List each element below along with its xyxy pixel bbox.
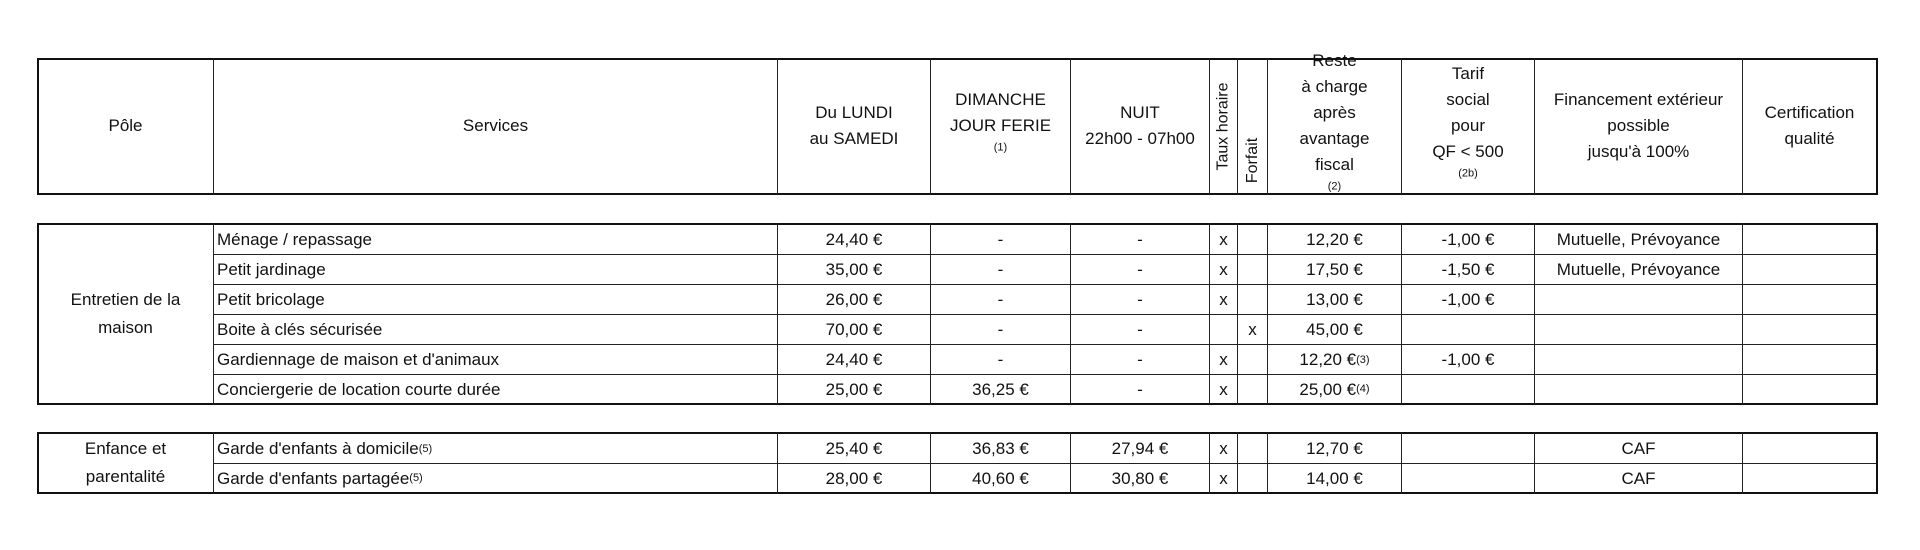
forfait-cell: [1238, 255, 1267, 284]
price-dimanche-cell: 36,83 €: [972, 439, 1029, 458]
footnote-marker: (2): [1327, 180, 1342, 193]
reste-cell: [1268, 434, 1401, 463]
group-bottom-border: [37, 492, 1878, 494]
taux-horaire-cell: x: [1219, 439, 1228, 458]
header-dimanche: [931, 59, 1070, 193]
taux-horaire-cell: x: [1219, 379, 1228, 399]
reste-cell: [1268, 225, 1401, 254]
price-dimanche-cell: 40,60 €: [972, 468, 1029, 488]
financement-cell: Mutuelle, Prévoyance: [1556, 260, 1721, 279]
header-lundi-line: au SAMEDI: [809, 129, 899, 148]
tarif-social-cell: [1402, 434, 1534, 463]
service-cell: Garde d'enfants partagée (5): [217, 468, 423, 488]
header-tarif-line: social: [1446, 90, 1490, 109]
financement-cell: [1535, 345, 1742, 374]
taux-horaire-cell: x: [1219, 230, 1228, 249]
tarif-social-cell: [1402, 315, 1534, 344]
reste-value: 17,50 €: [1306, 260, 1363, 279]
price-lundi-cell: 25,00 €: [825, 379, 883, 399]
tarif-social-cell: [1402, 464, 1534, 492]
service-cell: Petit jardinage: [217, 260, 326, 279]
header-reste-a-charge: [1268, 51, 1401, 193]
header-services-label: Services: [462, 116, 529, 135]
price-nuit-cell: 27,94 €: [1111, 439, 1169, 458]
pole-label-line: Entretien de la: [70, 289, 181, 309]
certification-cell: [1743, 255, 1876, 284]
service-cell: Boite à clés sécurisée: [217, 320, 383, 339]
service-cell: Gardiennage de maison et d'animaux: [217, 350, 500, 369]
header-bottom-border: [37, 193, 1878, 195]
certification-cell: [1743, 375, 1876, 403]
header-pole-label: Pôle: [108, 116, 143, 135]
service-cell: Petit bricolage: [217, 290, 325, 309]
price-lundi-cell: 24,40 €: [825, 350, 883, 369]
price-lundi-cell: 26,00 €: [825, 290, 883, 309]
forfait-cell: [1238, 225, 1267, 254]
header-certification-line: Certification: [1764, 103, 1855, 122]
header-tarif-line: Tarif: [1451, 64, 1485, 83]
service-value: Garde d'enfants partagée: [217, 468, 410, 488]
header-reste-line: avantage: [1299, 129, 1370, 148]
financement-cell: [1535, 315, 1742, 344]
header-forfait: [1238, 59, 1267, 193]
header-forfait-label: Forfait: [1244, 137, 1261, 184]
reste-cell: [1268, 255, 1401, 284]
financement-cell: [1535, 285, 1742, 314]
price-dimanche-cell: -: [997, 320, 1004, 339]
header-financement-line: jusqu'à 100%: [1587, 142, 1690, 161]
price-lundi-cell: 70,00 €: [825, 320, 883, 339]
header-taux-horaire: [1210, 59, 1237, 193]
reste-value: 45,00 €: [1306, 320, 1363, 339]
forfait-cell: [1238, 464, 1267, 492]
reste-cell: [1268, 464, 1401, 492]
forfait-cell: x: [1248, 320, 1257, 339]
taux-horaire-cell: x: [1219, 290, 1228, 309]
footnote-marker: (2b): [1458, 167, 1478, 180]
reste-cell: [1268, 285, 1401, 314]
header-financement-line: possible: [1607, 116, 1670, 135]
reste-value: 14,00 €: [1306, 468, 1363, 488]
reste-value: 12,20 €: [1306, 230, 1363, 249]
header-border: [1876, 58, 1878, 195]
pole-label-line: maison: [98, 317, 153, 337]
reste-value: 13,00 €: [1306, 290, 1363, 309]
forfait-cell: [1238, 434, 1267, 463]
price-dimanche-cell: 36,25 €: [972, 379, 1029, 399]
financement-cell: [1535, 375, 1742, 403]
tarif-social-cell: -1,00 €: [1441, 350, 1495, 369]
price-nuit-cell: 30,80 €: [1111, 468, 1169, 488]
taux-horaire-cell: x: [1219, 260, 1228, 279]
header-tarif-line: [1432, 139, 1503, 191]
pole-cell: [38, 224, 213, 403]
header-nuit-line: NUIT: [1120, 103, 1160, 122]
header-dimanche-line: [950, 113, 1051, 165]
header-tarif-text: QF < 500: [1432, 142, 1504, 161]
header-reste-line: [1315, 152, 1354, 204]
forfait-cell: [1238, 285, 1267, 314]
header-nuit: [1071, 59, 1209, 193]
tarif-social-cell: -1,50 €: [1441, 260, 1495, 279]
header-certification-line: qualité: [1784, 129, 1835, 148]
pole-label-line: Enfance et: [84, 438, 167, 458]
header-certification: [1743, 59, 1876, 193]
header-dimanche-text: JOUR FERIE: [949, 116, 1052, 135]
group-bottom-border: [37, 403, 1878, 405]
price-dimanche-cell: -: [997, 260, 1004, 279]
header-reste-line: à charge: [1301, 77, 1368, 96]
certification-cell: [1743, 434, 1876, 463]
financement-cell: Mutuelle, Prévoyance: [1556, 230, 1721, 249]
certification-cell: [1743, 345, 1876, 374]
certification-cell: [1743, 225, 1876, 254]
service-cell: Ménage / repassage: [217, 230, 372, 249]
reste-cell: 12,20 € (3): [1299, 350, 1370, 369]
header-services: [214, 59, 777, 193]
financement-cell: CAF: [1621, 439, 1656, 458]
header-reste-text: fiscal: [1315, 155, 1354, 174]
taux-horaire-cell: [1210, 315, 1237, 344]
price-nuit-cell: -: [1137, 379, 1143, 399]
forfait-cell: [1238, 345, 1267, 374]
header-reste-line: Reste: [1312, 51, 1357, 70]
header-lundi-samedi: [778, 59, 930, 193]
tarif-social-cell: [1402, 375, 1534, 403]
price-lundi-cell: 35,00 €: [825, 260, 883, 279]
reste-cell: [1268, 315, 1401, 344]
header-financement: [1535, 59, 1742, 193]
reste-cell: 25,00 € (4): [1299, 379, 1370, 399]
header-taux-horaire-label: Taux horaire: [1215, 81, 1233, 171]
price-dimanche-cell: -: [997, 290, 1004, 309]
header-dimanche-line: DIMANCHE: [955, 90, 1046, 109]
header-tarif-social: [1402, 59, 1534, 193]
forfait-cell: [1238, 375, 1267, 403]
service-cell: Conciergerie de location courte durée: [217, 379, 501, 399]
price-nuit-cell: -: [1137, 290, 1143, 309]
price-nuit-cell: -: [1137, 260, 1143, 279]
price-lundi-cell: 25,40 €: [825, 439, 883, 458]
header-nuit-line: 22h00 - 07h00: [1085, 129, 1195, 148]
price-nuit-cell: -: [1137, 320, 1143, 339]
header-tarif-line: pour: [1450, 116, 1485, 135]
financement-cell: CAF: [1621, 468, 1656, 488]
price-lundi-cell: 28,00 €: [825, 468, 883, 488]
header-pole: [38, 59, 213, 193]
header-lundi-line: Du LUNDI: [815, 103, 893, 122]
certification-cell: [1743, 285, 1876, 314]
tarif-social-cell: -1,00 €: [1441, 230, 1495, 249]
service-cell: Garde d'enfants à domicile (5): [217, 439, 433, 458]
price-nuit-cell: -: [1137, 230, 1143, 249]
taux-horaire-cell: x: [1219, 468, 1228, 488]
tarif-social-cell: -1,00 €: [1441, 290, 1495, 309]
service-value: Garde d'enfants à domicile: [217, 439, 419, 458]
group-border: [1876, 432, 1878, 494]
certification-cell: [1743, 315, 1876, 344]
footnote-marker: (1): [993, 141, 1008, 154]
reste-value: 25,00 €: [1299, 379, 1357, 399]
pole-cell: [38, 433, 213, 492]
price-lundi-cell: 24,40 €: [825, 230, 883, 249]
group-border: [1876, 223, 1878, 405]
price-dimanche-cell: -: [997, 230, 1004, 249]
header-reste-line: après: [1313, 103, 1356, 122]
certification-cell: [1743, 464, 1876, 492]
header-financement-line: Financement extérieur: [1553, 90, 1724, 109]
taux-horaire-cell: x: [1219, 350, 1228, 369]
reste-value: 12,70 €: [1306, 439, 1363, 458]
reste-value: 12,20 €: [1299, 350, 1357, 369]
price-nuit-cell: -: [1137, 350, 1143, 369]
pole-label-line: parentalité: [85, 466, 166, 486]
price-dimanche-cell: -: [997, 350, 1004, 369]
